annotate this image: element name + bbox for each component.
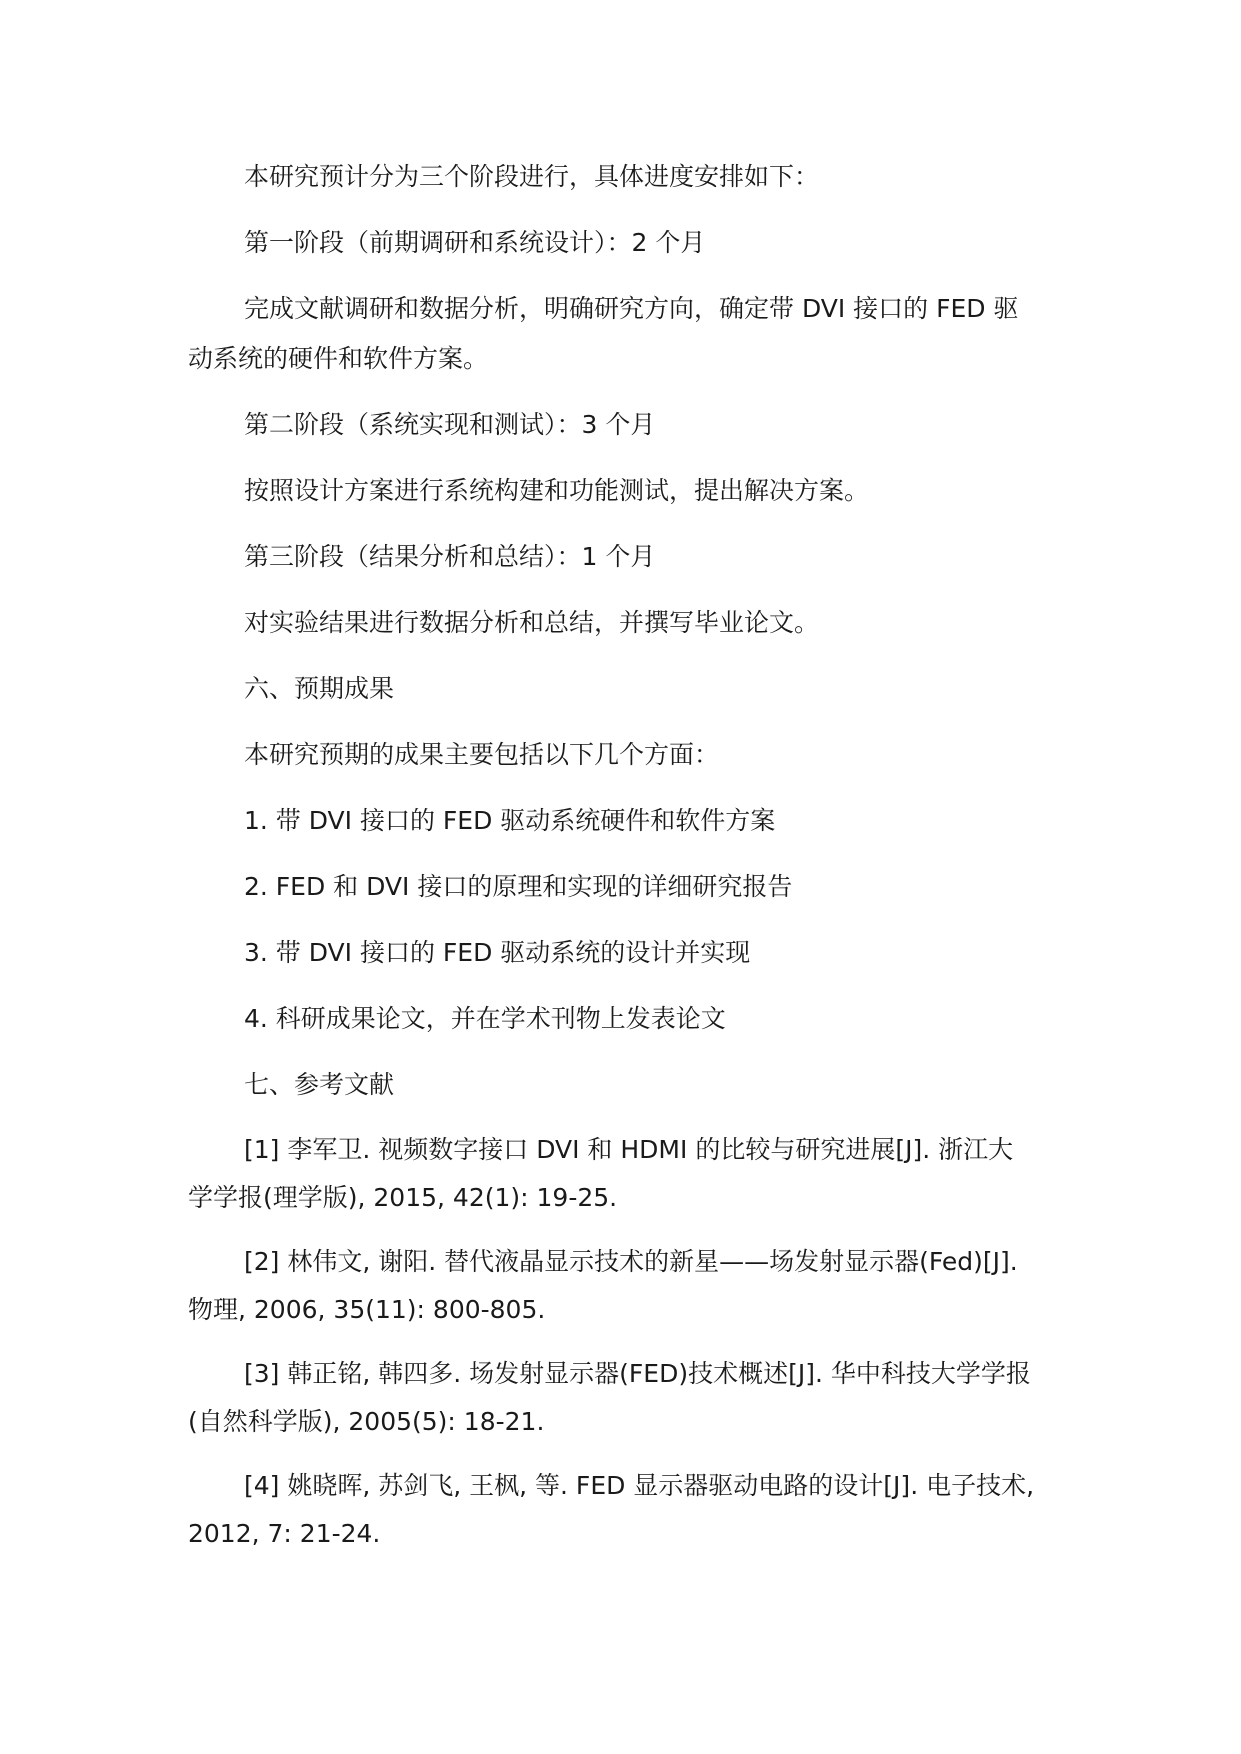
paragraph-phase-three-body: 对实验结果进行数据分析和总结，并撰写毕业论文。 [244,608,820,637]
reference-item-1: [1] 李军卫. 视频数字接口 DVI 和 HDMI 的比较与研究进展[J]. 浙江大学学报(理学版), 2015, 42(1): 19-25. [188,1135,1014,1212]
paragraph-phase-two-title: 第二阶段（系统实现和测试）：3 个月 [244,410,656,439]
document-body [188,152,1038,1574]
list-item-result-2: 2. FED 和 DVI 接口的原理和实现的详细研究报告 [244,872,793,901]
list-item-result-1: 1. 带 DVI 接口的 FED 驱动系统硬件和软件方案 [244,806,776,835]
paragraph-phase-three-title: 第三阶段（结果分析和总结）：1 个月 [244,542,656,571]
section-heading-references: 七、参考文献 [244,1070,395,1099]
list-item-result-4: 4. 科研成果论文，并在学术刊物上发表论文 [244,1004,726,1033]
paragraph-phase-one-body: 完成文献调研和数据分析，明确研究方向，确定带 DVI 接口的 FED 驱动系统的硬件和软件方案。 [188,294,1019,373]
reference-item-4: [4] 姚晓晖, 苏剑飞, 王枫, 等. FED 显示器驱动电路的设计[J]. 电子技术, 2012, 7: 21-24. [188,1471,1035,1548]
section-heading-expected-results: 六、预期成果 [244,674,395,703]
paragraph-results-intro: 本研究预期的成果主要包括以下几个方面： [244,740,720,769]
reference-item-3: [3] 韩正铭, 韩四多. 场发射显示器(FED)技术概述[J]. 华中科技大学学报(自然科学版), 2005(5): 18-21. [188,1359,1031,1436]
paragraph-schedule-intro: 本研究预计分为三个阶段进行，具体进度安排如下： [244,162,820,191]
reference-item-2: [2] 林伟文, 谢阳. 替代液晶显示技术的新星——场发射显示器(Fed)[J]. 物理, 2006, 35(11): 800-805. [188,1247,1018,1324]
paragraph-phase-one-title: 第一阶段（前期调研和系统设计）：2 个月 [244,228,706,257]
paragraph-phase-two-body: 按照设计方案进行系统构建和功能测试，提出解决方案。 [244,476,870,505]
list-item-result-3: 3. 带 DVI 接口的 FED 驱动系统的设计并实现 [244,938,751,967]
